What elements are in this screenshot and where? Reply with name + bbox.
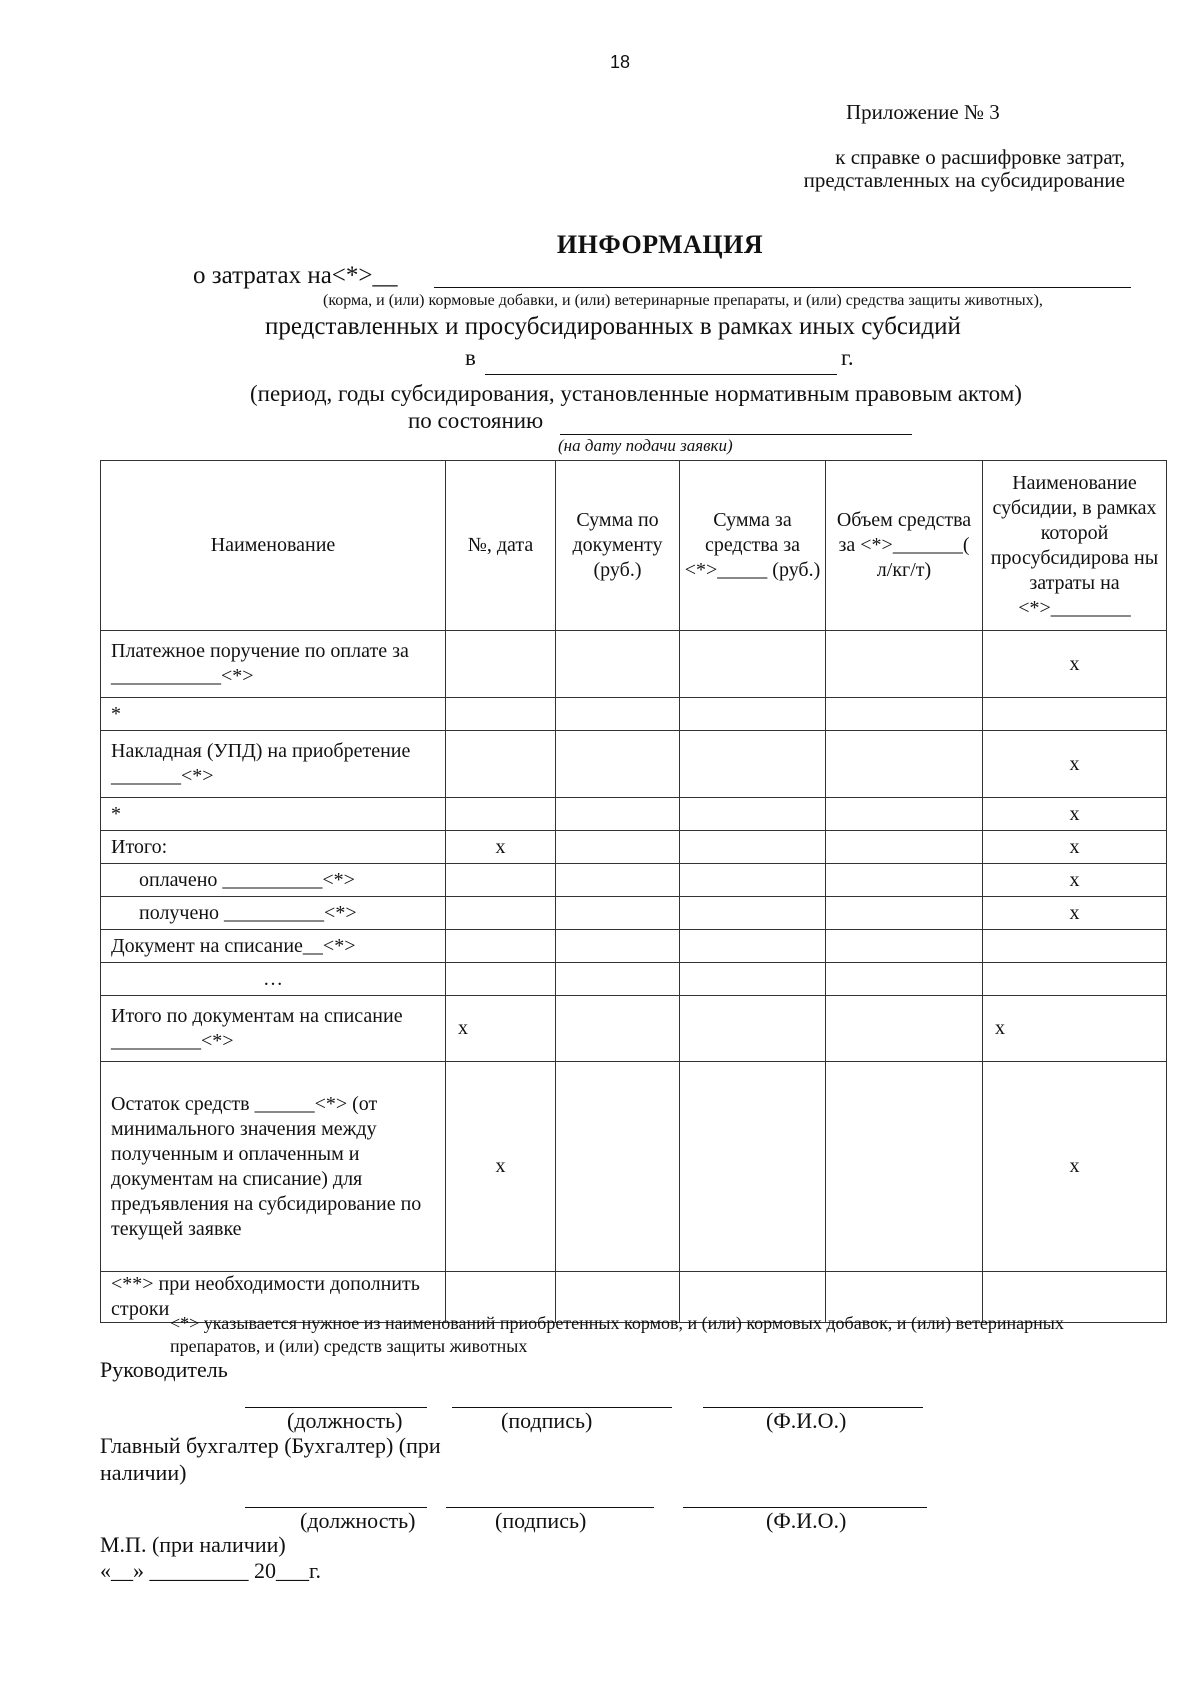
table-row — [101, 930, 1167, 963]
costs-table — [100, 460, 1167, 1323]
blank-line — [434, 287, 1131, 288]
row-subsidy — [983, 930, 1167, 963]
footnote: <*> указывается нужное из наименований приобретенных кормов, и (или) кормовых добавок, и (или) ветеринарных препаратов, и (или) средств защиты животных — [170, 1313, 1064, 1356]
row-cell — [680, 864, 826, 897]
row-cell — [556, 963, 680, 996]
row-cell — [826, 996, 983, 1062]
table-row — [101, 631, 1167, 698]
row-cell — [680, 963, 826, 996]
row-number-date: x — [446, 831, 556, 864]
as-of-hint: (на дату подачи заявки) — [558, 436, 733, 455]
row-name: Платежное поручение по оплате за ___________<*> — [101, 631, 446, 698]
row-name: * — [101, 798, 446, 831]
signature-caption: (подпись) — [495, 1508, 587, 1533]
period-prefix: в — [465, 345, 476, 370]
row-cell — [680, 831, 826, 864]
head-role-label: Руководитель — [100, 1357, 228, 1382]
row-cell — [826, 864, 983, 897]
table-row — [101, 731, 1167, 798]
signature-caption: (подпись) — [501, 1408, 593, 1433]
table-row — [101, 996, 1167, 1062]
row-cell — [826, 930, 983, 963]
row-cell — [826, 798, 983, 831]
row-cell — [826, 731, 983, 798]
row-name: … — [101, 963, 446, 996]
row-cell — [556, 731, 680, 798]
date-line: «__» _________ 20___г. — [100, 1558, 322, 1583]
accountant-role-label: Главный бухгалтер (Бухгалтер) (при наличии) — [100, 1433, 441, 1485]
row-name: Накладная (УПД) на приобретение _______<*> — [101, 731, 446, 798]
table-row — [101, 798, 1167, 831]
page-number: 18 — [609, 52, 631, 72]
subtitle-hint: (корма, и (или) кормовые добавки, и (или) ветеринарные препараты, и (или) средства защиты животных), — [323, 292, 1043, 309]
row-number-date — [446, 698, 556, 731]
footer-note: <**> при необходимости дополнить строки — [101, 1272, 446, 1323]
row-subsidy: x — [983, 631, 1167, 698]
row-cell — [680, 1062, 826, 1272]
row-cell — [680, 996, 826, 1062]
row-cell — [826, 1062, 983, 1272]
as-of-label: по состоянию — [408, 408, 544, 433]
row-name: Итого: — [101, 831, 446, 864]
stamp-label: М.П. (при наличии) — [100, 1532, 286, 1557]
row-number-date: x — [446, 996, 556, 1062]
name-caption: (Ф.И.О.) — [766, 1508, 847, 1533]
row-cell — [680, 731, 826, 798]
row-number-date — [446, 731, 556, 798]
row-cell — [556, 631, 680, 698]
subtitle-line1: о затратах на<*>__ — [193, 262, 398, 289]
row-name: Итого по документам на списание _________<*> — [101, 996, 446, 1062]
row-number-date — [446, 897, 556, 930]
position-caption: (должность) — [300, 1508, 416, 1533]
row-subsidy: x — [983, 897, 1167, 930]
position-caption: (должность) — [287, 1408, 403, 1433]
row-cell — [556, 831, 680, 864]
row-subsidy: x — [983, 864, 1167, 897]
reference-line: представленных на субсидирование — [803, 168, 1125, 192]
header-number-date: №, дата — [446, 461, 556, 631]
row-cell — [556, 996, 680, 1062]
reference-line: к справке о расшифровке затрат, — [835, 145, 1125, 169]
table-row — [101, 897, 1167, 930]
table-row — [101, 963, 1167, 996]
period-hint: (период, годы субсидирования, установленные нормативным правовым актом) — [250, 381, 1022, 406]
row-subsidy: x — [983, 731, 1167, 798]
row-cell — [556, 1062, 680, 1272]
row-cell — [680, 631, 826, 698]
row-name: * — [101, 698, 446, 731]
row-name: получено __________<*> — [101, 897, 446, 930]
document-title: ИНФОРМАЦИЯ — [556, 230, 764, 259]
row-cell — [826, 831, 983, 864]
header-volume: Объем средства за <*>_______( л/кг/т) — [826, 461, 983, 631]
row-name: Документ на списание__<*> — [101, 930, 446, 963]
table-row — [101, 864, 1167, 897]
row-subsidy: x — [983, 996, 1167, 1062]
appendix-reference — [700, 146, 1125, 192]
table-header-row — [101, 461, 1167, 631]
header-funds-sum: Сумма за средства за <*>_____ (руб.) — [680, 461, 826, 631]
period-suffix: г. — [841, 345, 854, 370]
row-cell — [556, 897, 680, 930]
row-cell — [556, 798, 680, 831]
table-row — [101, 698, 1167, 731]
row-cell — [556, 930, 680, 963]
subtitle-line2: представленных и просубсидированных в рамках иных субсидий — [265, 313, 961, 340]
row-cell — [826, 631, 983, 698]
row-subsidy: x — [983, 1062, 1167, 1272]
header-name: Наименование — [101, 461, 446, 631]
row-number-date — [446, 963, 556, 996]
appendix-label: Приложение № 3 — [846, 100, 1000, 124]
row-cell — [680, 698, 826, 731]
row-cell — [826, 897, 983, 930]
table-row — [101, 1062, 1167, 1272]
blank-line — [560, 434, 912, 435]
row-number-date — [446, 631, 556, 698]
header-doc-sum: Сумма по документу (руб.) — [556, 461, 680, 631]
row-subsidy — [983, 963, 1167, 996]
row-cell — [556, 864, 680, 897]
header-subsidy-name: Наименование субсидии, в рамках которой просубсидирова ны затраты на <*>________ — [983, 461, 1167, 631]
table-row — [101, 831, 1167, 864]
row-number-date — [446, 930, 556, 963]
blank-line — [485, 374, 837, 375]
row-number-date: x — [446, 1062, 556, 1272]
row-cell — [826, 698, 983, 731]
row-name: Остаток средств ______<*> (от минимального значения между полученным и оплаченным и документам на списание) для предъявления на субсидирование по текущей заявке — [101, 1062, 446, 1272]
name-caption: (Ф.И.О.) — [766, 1408, 847, 1433]
row-cell — [680, 798, 826, 831]
row-number-date — [446, 864, 556, 897]
row-cell — [680, 897, 826, 930]
row-name: оплачено __________<*> — [101, 864, 446, 897]
row-subsidy: x — [983, 831, 1167, 864]
row-cell — [826, 963, 983, 996]
row-cell — [556, 698, 680, 731]
row-number-date — [446, 798, 556, 831]
row-subsidy: x — [983, 798, 1167, 831]
row-subsidy — [983, 698, 1167, 731]
row-cell — [680, 930, 826, 963]
